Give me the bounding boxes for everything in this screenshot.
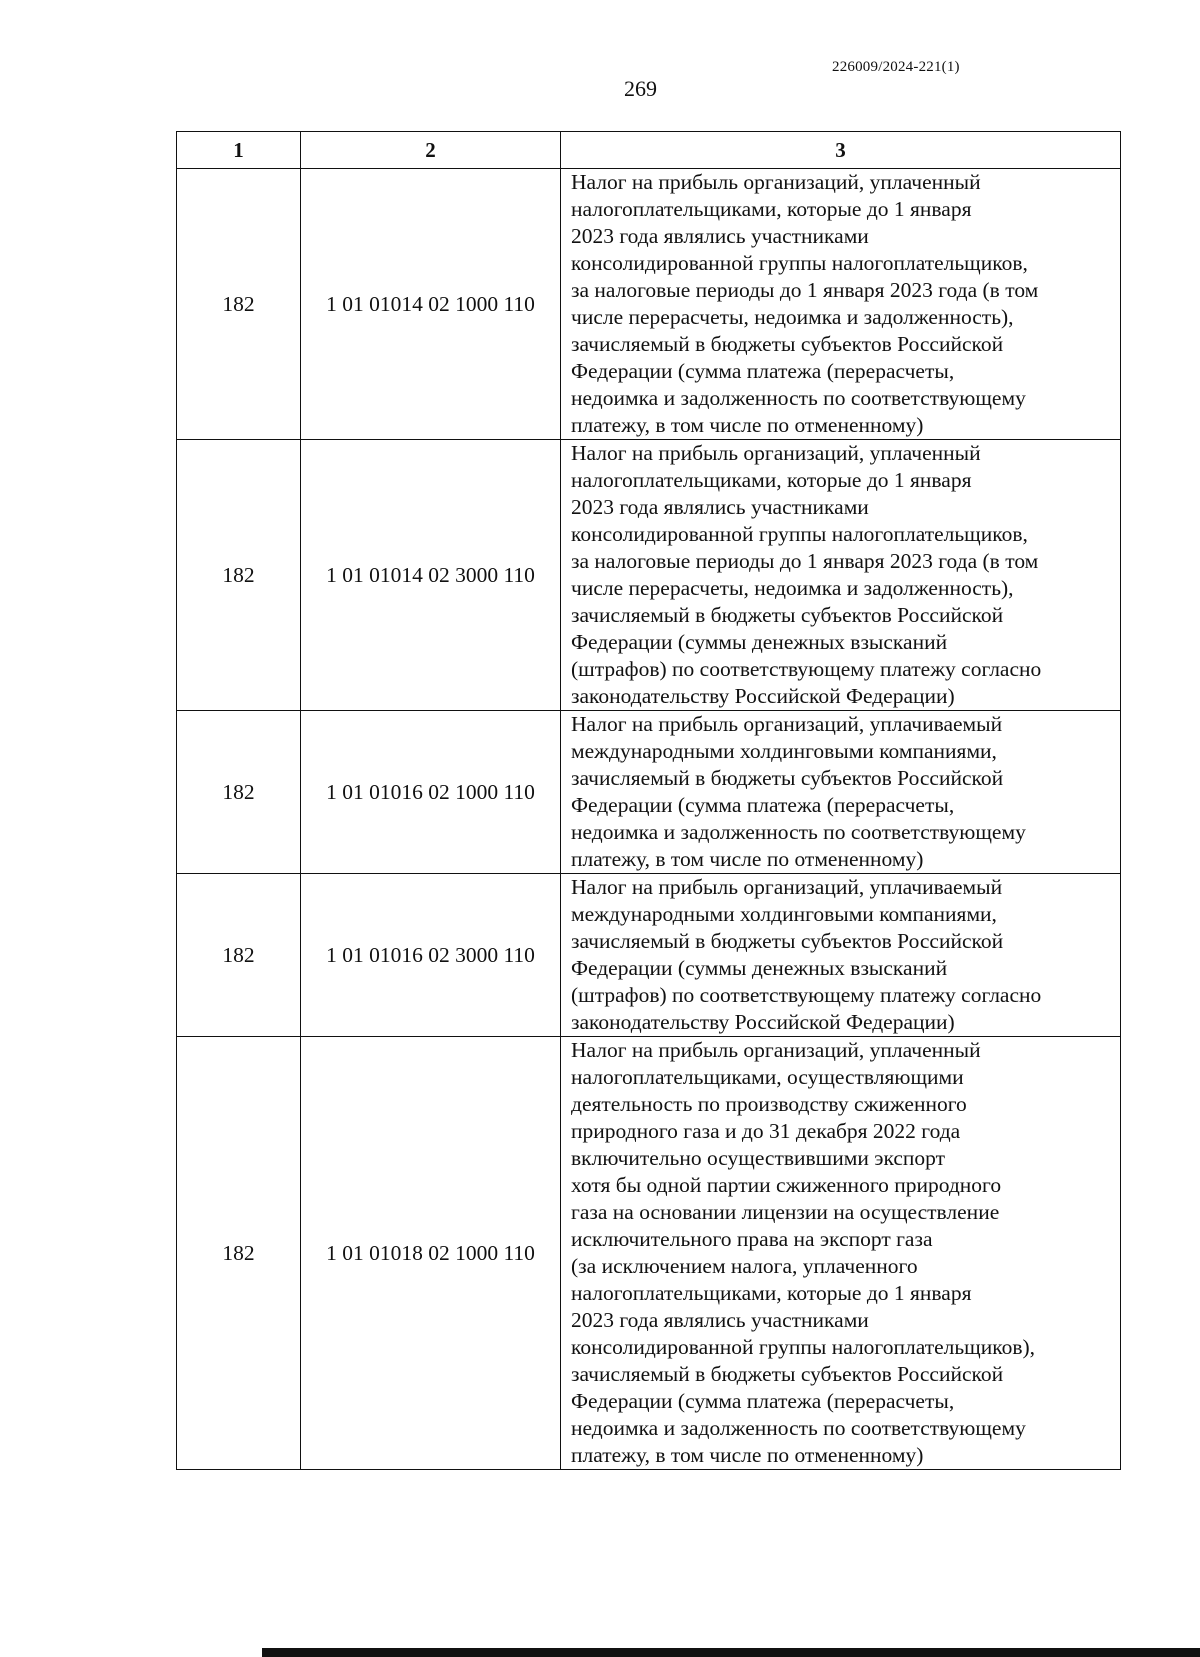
column-header-2: 2	[301, 132, 561, 169]
kbk-code-cell: 1 01 01018 02 1000 110	[301, 1037, 561, 1470]
description-cell: Налог на прибыль организаций, уплачиваемый международными холдинговыми компаниями, зачисляемый в бюджеты субъектов Российской Федерации (сумма платежа (перерасчеты, недоимка и задолженность по соответствующему платежу, в том числе по отмененному)	[561, 711, 1121, 874]
admin-code-cell: 182	[177, 711, 301, 874]
description-cell: Налог на прибыль организаций, уплачиваемый международными холдинговыми компаниями, зачисляемый в бюджеты субъектов Российской Федерации (суммы денежных взысканий (штрафов) по соответствующему платежу согласно законодательству Российской Федерации)	[561, 874, 1121, 1037]
description-cell: Налог на прибыль организаций, уплаченный налогоплательщиками, которые до 1 января 2023 года являлись участниками консолидированной группы налогоплательщиков, за налоговые периоды до 1 января 2023 года (в том числе перерасчеты, недоимка и задолженность), зачисляемый в бюджеты субъектов Российской Федерации (суммы денежных взысканий (штрафов) по соответствующему платежу согласно законодательству Российской Федерации)	[561, 440, 1121, 711]
kbk-code-cell: 1 01 01016 02 1000 110	[301, 711, 561, 874]
table-row	[177, 169, 1121, 440]
kbk-code-cell: 1 01 01016 02 3000 110	[301, 874, 561, 1037]
description-cell: Налог на прибыль организаций, уплаченный налогоплательщиками, которые до 1 января 2023 года являлись участниками консолидированной группы налогоплательщиков, за налоговые периоды до 1 января 2023 года (в том числе перерасчеты, недоимка и задолженность), зачисляемый в бюджеты субъектов Российской Федерации (сумма платежа (перерасчеты, недоимка и задолженность по соответствующему платежу, в том числе по отмененному)	[561, 169, 1121, 440]
admin-code-cell: 182	[177, 169, 301, 440]
column-header-1: 1	[177, 132, 301, 169]
budget-codes-table	[176, 131, 1121, 1470]
kbk-code-cell: 1 01 01014 02 1000 110	[301, 169, 561, 440]
admin-code-cell: 182	[177, 440, 301, 711]
document-number: 226009/2024-221(1)	[832, 59, 960, 75]
scan-edge-line	[262, 1648, 1200, 1657]
admin-code-cell: 182	[177, 1037, 301, 1470]
kbk-code-cell: 1 01 01014 02 3000 110	[301, 440, 561, 711]
table-row	[177, 1037, 1121, 1470]
table-row	[177, 711, 1121, 874]
page-number: 269	[624, 76, 657, 101]
table-header-row	[177, 132, 1121, 169]
description-cell: Налог на прибыль организаций, уплаченный налогоплательщиками, осуществляющими деятельность по производству сжиженного природного газа и до 31 декабря 2022 года включительно осуществившими экспорт хотя бы одной партии сжиженного природного газа на основании лицензии на осуществление исключительного права на экспорт газа (за исключением налога, уплаченного налогоплательщиками, которые до 1 января 2023 года являлись участниками консолидированной группы налогоплательщиков), зачисляемый в бюджеты субъектов Российской Федерации (сумма платежа (перерасчеты, недоимка и задолженность по соответствующему платежу, в том числе по отмененному)	[561, 1037, 1121, 1470]
admin-code-cell: 182	[177, 874, 301, 1037]
column-header-3: 3	[561, 132, 1121, 169]
table-row	[177, 874, 1121, 1037]
table-row	[177, 440, 1121, 711]
